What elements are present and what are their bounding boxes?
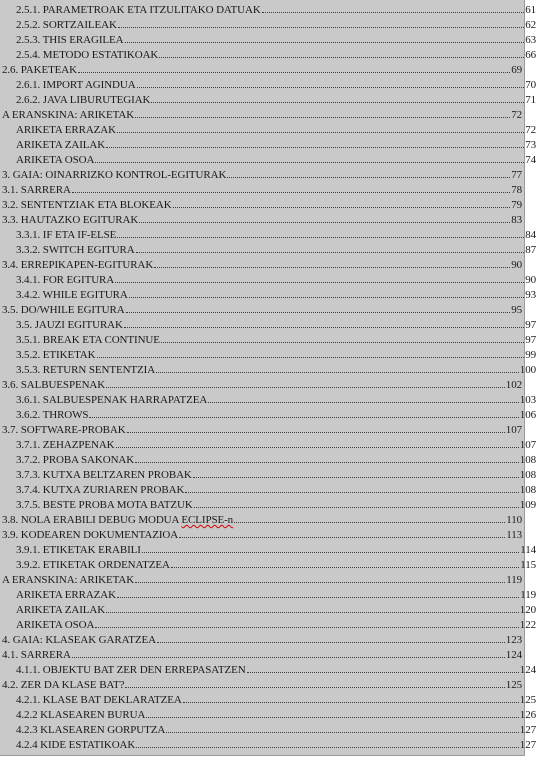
toc-entry-page-number: 124 — [519, 664, 536, 676]
dot-leader — [127, 432, 505, 433]
toc-entry-page-number: 78 — [511, 184, 522, 196]
toc-entry-title: ARIKETA ZAILAK — [16, 139, 106, 151]
toc-entry-title: 4.2. ZER DA KLASE BAT? — [2, 679, 125, 691]
toc-entry-title: 3.7.2. PROBA SAKONAK — [16, 454, 135, 466]
toc-entry-title: 3.9. KODEAREN DOKUMENTAZIOA — [2, 529, 179, 541]
dot-leader — [234, 522, 505, 523]
toc-entry-page-number: 127 — [519, 739, 536, 751]
dot-leader — [117, 237, 524, 238]
toc-entry[interactable] — [0, 406, 540, 421]
toc-entry-title: ARIKETA OSOA — [16, 154, 95, 166]
dot-leader — [208, 402, 519, 403]
dot-leader — [106, 147, 524, 148]
toc-entry-page-number: 113 — [506, 529, 522, 541]
toc-entry-title: 2.5.1. PARAMETROAK ETA ITZULITAKO DATUAK — [16, 4, 261, 16]
toc-entry-page-number: 72 — [525, 124, 536, 136]
toc-entry[interactable] — [0, 196, 526, 211]
toc-entry-title: 3.6. SALBUESPENAK — [2, 379, 106, 391]
toc-entry-page-number: 69 — [511, 64, 522, 76]
dot-leader — [159, 57, 524, 58]
toc-entry[interactable] — [0, 721, 540, 736]
toc-entry[interactable] — [0, 601, 540, 616]
toc-entry-page-number: 87 — [525, 244, 536, 256]
dot-leader — [125, 687, 504, 688]
dot-leader — [117, 597, 519, 598]
toc-entry-title: 3.5.3. RETURN SENTENTZIA — [16, 364, 156, 376]
toc-entry[interactable] — [0, 181, 526, 196]
dot-leader — [142, 552, 519, 553]
toc-entry-title: 3.4.1. FOR EGITURA — [16, 274, 115, 286]
toc-entry-title: 3.5. DO/WHILE EGITURA — [2, 304, 125, 316]
toc-entry-page-number: 77 — [511, 169, 522, 181]
toc-entry-page-number: 63 — [525, 34, 536, 46]
toc-entry-title: 4.2.1. KLASE BAT DEKLARATZEA — [16, 694, 182, 706]
toc-entry-title: 3.3.2. SWITCH EGITURA — [16, 244, 135, 256]
toc-entry-page-number: 103 — [519, 394, 536, 406]
toc-entry-title: 3.7.4. KUTXA ZURIAREN PROBAK — [16, 484, 185, 496]
toc-entry[interactable] — [0, 466, 540, 481]
toc-entry-title: ARIKETA ERRAZAK — [16, 124, 116, 136]
toc-entry-title: ARIKETA ZAILAK — [16, 604, 106, 616]
toc-entry[interactable] — [0, 496, 540, 511]
toc-entry-page-number: 99 — [525, 349, 536, 361]
toc-entry-page-number: 108 — [519, 454, 536, 466]
toc-entry-title: ARIKETA OSOA — [16, 619, 95, 631]
toc-entry[interactable] — [0, 376, 526, 391]
toc-entry[interactable] — [0, 481, 540, 496]
toc-entry-page-number: 100 — [519, 364, 536, 376]
toc-entry-title: 3.3.1. IF ETA IF-ELSE — [16, 229, 117, 241]
toc-entry[interactable] — [0, 301, 526, 316]
toc-entry[interactable] — [0, 91, 540, 106]
dot-leader — [136, 252, 525, 253]
toc-entry-title: 3.9.2. ETIKETAK ORDENATZEA — [16, 559, 170, 571]
toc-entry-title: 2.6.1. IMPORT AGINDUA — [16, 79, 136, 91]
dot-leader — [106, 387, 505, 388]
toc-entry-title: 4.1.1. OBJEKTU BAT ZER DEN ERREPASATZEN — [16, 664, 246, 676]
toc-entry-title: 3.7.1. ZEHAZPENAK — [16, 439, 115, 451]
dot-leader — [95, 627, 519, 628]
dot-leader — [115, 282, 524, 283]
dot-leader — [118, 27, 524, 28]
toc-entry-title: 3.7.5. BESTE PROBA MOTA BATZUK — [16, 499, 193, 511]
toc-entry-title: 3.1. SARRERA — [2, 184, 71, 196]
toc-entry-page-number: 102 — [505, 379, 522, 391]
toc-entry-title: 3.3. HAUTAZKO EGITURAK — [2, 214, 139, 226]
toc-entry-title: 2.5.2. SORTZAILEAK — [16, 19, 117, 31]
dot-leader — [126, 312, 511, 313]
toc-entry[interactable] — [0, 541, 540, 556]
toc-entry-title: 2.6. PAKETEAK — [2, 64, 77, 76]
toc-entry-page-number: 120 — [519, 604, 536, 616]
toc-entry-page-number: 70 — [525, 79, 536, 91]
toc-entry[interactable] — [0, 691, 540, 706]
toc-entry-title: 2.6.2. JAVA LIBURUTEGIAK — [16, 94, 151, 106]
toc-entry[interactable] — [0, 256, 526, 271]
dot-leader — [125, 42, 525, 43]
toc-entry-page-number: 107 — [519, 439, 536, 451]
toc-entry-title: 3.8. NOLA ERABILI DEBUG MODUA ECLIPSE-n — [2, 514, 234, 526]
toc-entry[interactable] — [0, 1, 540, 16]
toc-entry[interactable] — [0, 556, 540, 571]
toc-entry[interactable] — [0, 241, 540, 256]
toc-entry[interactable] — [0, 736, 540, 751]
toc-entry-page-number: 127 — [519, 724, 536, 736]
dot-leader — [135, 462, 519, 463]
dot-leader — [173, 207, 511, 208]
toc-entry-page-number: 83 — [511, 214, 522, 226]
toc-entry[interactable] — [0, 586, 540, 601]
toc-entry-title: 3.5.1. BREAK ETA CONTINUE — [16, 334, 160, 346]
toc-entry-title: 3.2. SENTENTZIAK ETA BLOKEAK — [2, 199, 172, 211]
toc-entry-page-number: 62 — [525, 19, 536, 31]
toc-entry-page-number: 97 — [525, 319, 536, 331]
dot-leader — [106, 612, 519, 613]
dot-leader — [157, 642, 505, 643]
dot-leader — [135, 117, 510, 118]
toc-entry[interactable] — [0, 616, 540, 631]
dot-leader — [179, 537, 505, 538]
toc-entry[interactable] — [0, 451, 540, 466]
toc-entry-page-number: 108 — [519, 484, 536, 496]
toc-entry[interactable] — [0, 676, 526, 691]
toc-entry-page-number: 90 — [525, 274, 536, 286]
toc-entry-title: 3.6.1. SALBUESPENAK HARRAPATZEA — [16, 394, 208, 406]
toc-entry-title: A ERANSKINA: ARIKETAK — [2, 109, 135, 121]
dot-leader — [97, 357, 525, 358]
dot-leader — [129, 297, 524, 298]
dot-leader — [166, 732, 519, 733]
toc-entry[interactable] — [0, 346, 540, 361]
toc-entry[interactable] — [0, 706, 540, 721]
toc-entry-title: 3.9.1. ETIKETAK ERABILI — [16, 544, 141, 556]
toc-entry-page-number: 84 — [525, 229, 536, 241]
toc-entry[interactable] — [0, 661, 540, 676]
dot-leader — [161, 342, 524, 343]
toc-entry-title: 4.1. SARRERA — [2, 649, 71, 661]
toc-entry-title: 3.6.2. THROWS — [16, 409, 89, 421]
toc-entry-page-number: 97 — [525, 334, 536, 346]
toc-entry-page-number: 79 — [511, 199, 522, 211]
toc-entry-page-number: 73 — [525, 139, 536, 151]
toc-entry[interactable] — [0, 331, 540, 346]
dot-leader — [72, 657, 505, 658]
dot-leader — [183, 702, 519, 703]
toc-entry-page-number: 122 — [519, 619, 536, 631]
toc-entry[interactable] — [0, 106, 526, 121]
dot-leader — [136, 747, 519, 748]
toc-entry[interactable] — [0, 631, 526, 646]
dot-leader — [135, 582, 505, 583]
toc-entry-title: 2.5.3. THIS ERAGILEA — [16, 34, 124, 46]
toc-entry-title: 2.5.4. METODO ESTATIKOAK — [16, 49, 159, 61]
toc-entry-page-number: 119 — [506, 574, 522, 586]
dot-leader — [72, 192, 510, 193]
toc-entry[interactable] — [0, 361, 540, 376]
dot-leader — [137, 87, 525, 88]
toc-entry[interactable] — [0, 646, 526, 661]
toc-entry[interactable] — [0, 136, 540, 151]
toc-entry-page-number: 123 — [505, 634, 522, 646]
toc-entry-page-number: 108 — [519, 469, 536, 481]
toc-entry-title: 3.7.3. KUTXA BELTZAREN PROBAK — [16, 469, 192, 481]
dot-leader — [171, 567, 519, 568]
toc-entry-page-number: 93 — [525, 289, 536, 301]
toc-entry-page-number: 109 — [519, 499, 536, 511]
toc-entry-page-number: 71 — [525, 94, 536, 106]
toc-entry-title: 3.4.2. WHILE EGITURA — [16, 289, 128, 301]
toc-entry[interactable] — [0, 31, 540, 46]
toc-entry[interactable] — [0, 391, 540, 406]
dot-leader — [89, 417, 518, 418]
toc-entry[interactable] — [0, 316, 540, 331]
dot-leader — [95, 162, 524, 163]
toc-entry-title: 4.2.4 KIDE ESTATIKOAK — [16, 739, 136, 751]
toc-entry[interactable] — [0, 211, 526, 226]
dot-leader — [193, 477, 519, 478]
toc-entry-page-number: 126 — [519, 709, 536, 721]
dot-leader — [151, 102, 524, 103]
spellcheck-underline: ECLIPSE-n — [181, 514, 234, 526]
toc-entry-page-number: 66 — [525, 49, 536, 61]
dot-leader — [262, 12, 525, 13]
toc-entry[interactable] — [0, 436, 540, 451]
toc-entry-page-number: 125 — [519, 694, 536, 706]
toc-entry-page-number: 61 — [525, 4, 536, 16]
toc-entry[interactable] — [0, 76, 540, 91]
toc-entry[interactable] — [0, 271, 540, 286]
dot-leader — [146, 717, 519, 718]
dot-leader — [227, 177, 510, 178]
toc-entry[interactable] — [0, 226, 540, 241]
dot-leader — [247, 672, 519, 673]
dot-leader — [78, 72, 510, 73]
toc-entry-title: 3.5. JAUZI EGITURAK — [16, 319, 123, 331]
toc-entry[interactable] — [0, 16, 540, 31]
toc-entry-title: ARIKETA ERRAZAK — [16, 589, 116, 601]
toc-entry-page-number: 110 — [506, 514, 522, 526]
toc-entry-title: 3. GAIA: OINARRIZKO KONTROL-EGITURAK — [2, 169, 227, 181]
toc-entry[interactable] — [0, 571, 526, 586]
toc-entry[interactable] — [0, 166, 526, 181]
toc-entry[interactable] — [0, 121, 540, 136]
toc-entry[interactable] — [0, 511, 526, 526]
toc-entry[interactable] — [0, 46, 540, 61]
toc-entry-page-number: 114 — [520, 544, 536, 556]
toc-entry-title: 4. GAIA: KLASEAK GARATZEA — [2, 634, 156, 646]
toc-entry[interactable] — [0, 526, 526, 541]
toc-entry[interactable] — [0, 61, 526, 76]
toc-entry-page-number: 107 — [505, 424, 522, 436]
dot-leader — [194, 507, 519, 508]
dot-leader — [139, 222, 510, 223]
toc-entry[interactable] — [0, 421, 526, 436]
dot-leader — [154, 267, 510, 268]
toc-entry[interactable] — [0, 151, 540, 166]
dot-leader — [185, 492, 518, 493]
dot-leader — [116, 447, 519, 448]
toc-entry-title: 3.4. ERREPIKAPEN-EGITURAK — [2, 259, 154, 271]
dot-leader — [124, 327, 524, 328]
toc-entry-page-number: 74 — [525, 154, 536, 166]
toc-entry-title: 3.7. SOFTWARE-PROBAK — [2, 424, 126, 436]
toc-entry-page-number: 115 — [520, 559, 536, 571]
toc-entry-page-number: 95 — [511, 304, 522, 316]
toc-entry-page-number: 124 — [505, 649, 522, 661]
toc-entry-page-number: 72 — [511, 109, 522, 121]
toc-entry-title: 4.2.3 KLASEAREN GORPUTZA — [16, 724, 166, 736]
dot-leader — [156, 372, 519, 373]
toc-entry-title: 3.5.2. ETIKETAK — [16, 349, 96, 361]
toc-entry-page-number: 125 — [505, 679, 522, 691]
toc-entry-page-number: 90 — [511, 259, 522, 271]
toc-entry-page-number: 119 — [520, 589, 536, 601]
dot-leader — [117, 132, 524, 133]
toc-entry-title: 4.2.2 KLASEAREN BURUA — [16, 709, 146, 721]
toc-entry-title: A ERANSKINA: ARIKETAK — [2, 574, 135, 586]
toc-entry-page-number: 106 — [519, 409, 536, 421]
toc-entry[interactable] — [0, 286, 540, 301]
